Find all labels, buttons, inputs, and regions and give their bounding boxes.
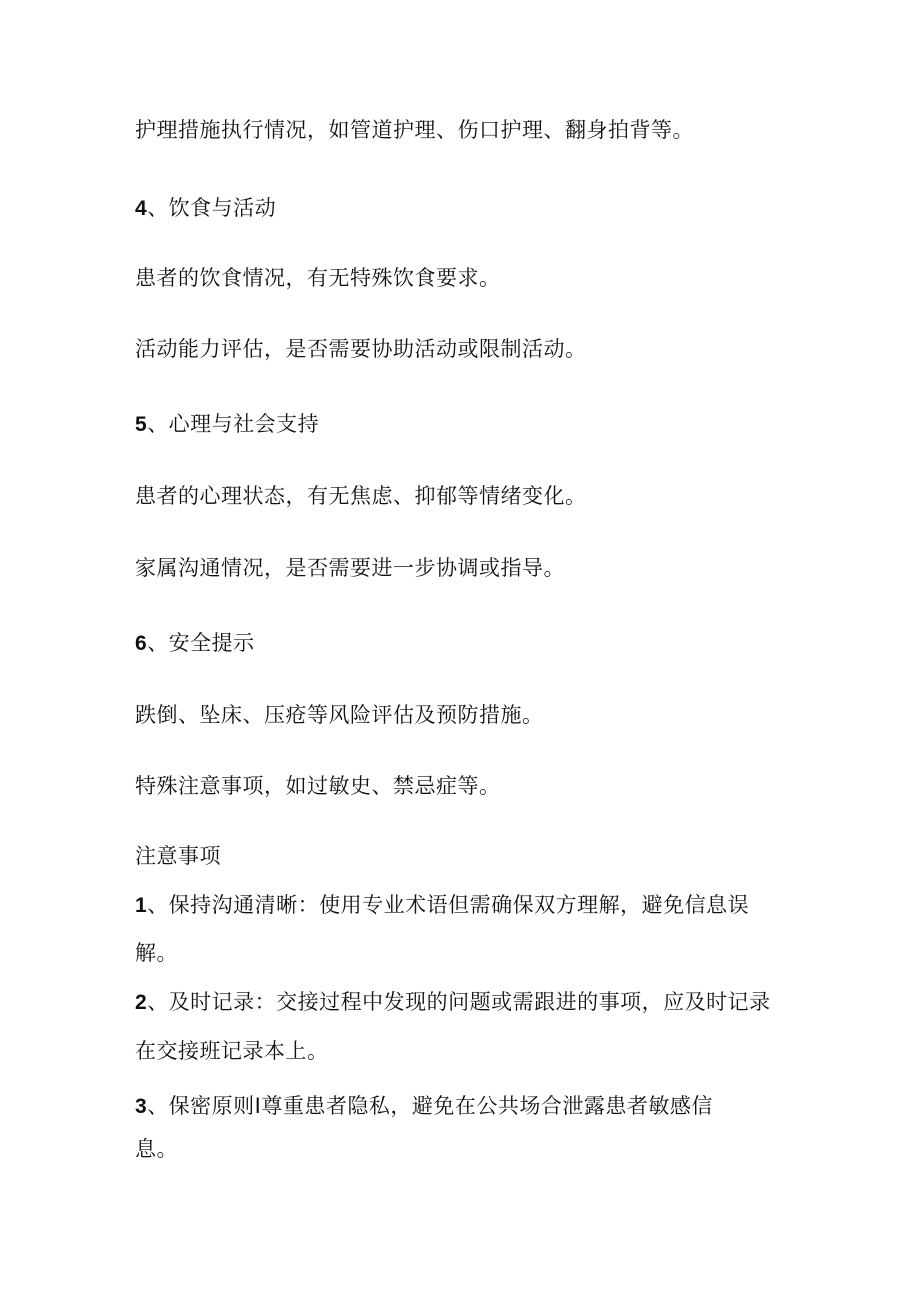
paragraph-diet-activity: 活动能力评估，是否需要协助活动或限制活动。: [135, 337, 587, 361]
paragraph-diet-patient: 患者的饮食情况，有无特殊饮食要求。: [135, 266, 501, 290]
paragraph-psych-state: 患者的心理状态，有无焦虑、抑郁等情绪变化。: [135, 484, 587, 508]
section-heading-psych-social: [135, 410, 319, 439]
note-text: 、保密原则I尊重患者隐私，避免在公共场合泄露患者敏感信: [147, 1094, 713, 1118]
section-title: 、饮食与活动: [147, 196, 277, 220]
note-text: 、及时记录：交接过程中发现的问题或需跟进的事项，应及时记录: [147, 990, 771, 1014]
section-number: 5: [135, 413, 148, 436]
paragraph-psych-family: 家属沟通情况，是否需要进一步协调或指导。: [135, 556, 565, 580]
notes-heading: 注意事项: [135, 844, 221, 868]
note-number: 2: [135, 991, 148, 1014]
section-title: 、安全提示: [147, 631, 255, 655]
note-number: 1: [135, 894, 148, 917]
paragraph-safety-special: 特殊注意事项，如过敏史、禁忌症等。: [135, 774, 501, 798]
section-number: 6: [135, 632, 148, 655]
section-heading-safety: [135, 629, 255, 658]
section-title: 、心理与社会支持: [147, 412, 320, 436]
note-number: 3: [135, 1095, 148, 1118]
section-number: 4: [135, 197, 148, 220]
note-item-3-line1: [135, 1092, 713, 1121]
note-text: 、保持沟通清晰：使用专业术语但需确保双方理解，避免信息误: [147, 893, 750, 917]
note-item-3-line2: 息。: [135, 1137, 178, 1161]
paragraph-nursing-measures: 护理措施执行情况，如管道护理、伤口护理、翻身拍背等。: [135, 118, 694, 142]
note-item-1-line2: 解。: [135, 941, 178, 965]
note-item-2-line1: [135, 988, 771, 1017]
paragraph-safety-risk: 跌倒、坠床、压疮等风险评估及预防措施。: [135, 703, 544, 727]
note-item-1-line1: [135, 891, 749, 920]
note-item-2-line2: 在交接班记录本上。: [135, 1039, 329, 1063]
section-heading-diet-activity: [135, 194, 276, 223]
